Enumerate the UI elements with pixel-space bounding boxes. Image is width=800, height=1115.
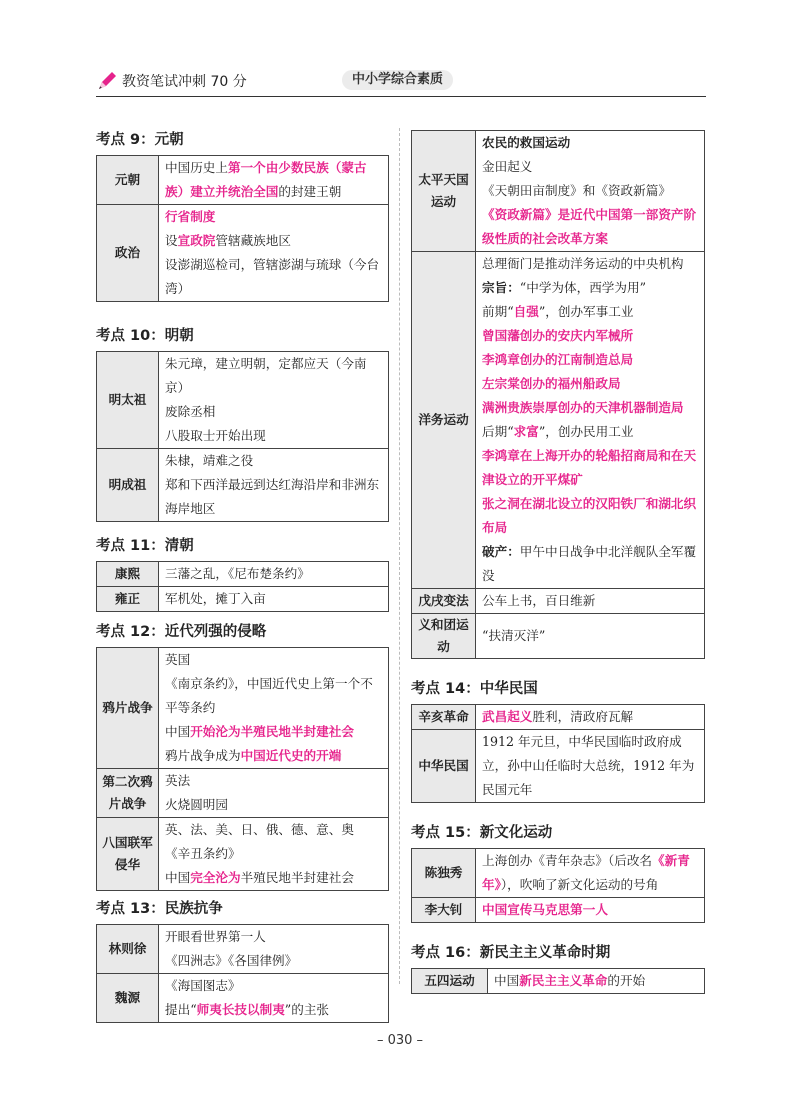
section-title: 考点 9：元朝 (96, 132, 184, 148)
row-content: 朱棣，靖难之役 郑和下西洋最远到达红海沿岸和非洲东海岸地区 (159, 449, 389, 522)
row-content: 中国宣传马克思第一人 (476, 898, 705, 923)
table-ming (96, 351, 389, 522)
row-label: 元朝 (97, 156, 159, 205)
table-yuan (96, 155, 389, 302)
page-number: – 030 – (376, 1033, 424, 1048)
table-row (412, 969, 705, 994)
header-title: 教资笔试冲刺 70 分 (122, 74, 247, 90)
row-content: 军机处，摊丁入亩 (159, 587, 389, 612)
table-row (412, 849, 705, 898)
table-new-culture (411, 848, 705, 923)
row-content: 武昌起义胜利，清政府瓦解 (476, 705, 705, 730)
section-title: 考点 13：民族抗争 (96, 901, 223, 917)
row-content: 英、法、美、日、俄、德、意、奥 《辛丑条约》 中国完全沦为半殖民地半封建社会 (159, 818, 389, 891)
row-content: 总理衙门是推动洋务运动的中央机构 宗旨：“中学为体，西学为用” 前期“自强”，创办军事工业 曾国藩创办的安庆内军械所 李鸿章创办的江南制造总局 左宗棠创办的福州船政局 满洲贵族崇厚创办的天津机器制造局 后期“求富”，创办民用工业 李鸿章在上海开办的轮船招商局和在天津设立的开平煤矿 张之洞在湖北设立的汉阳铁厂和湖北织布局 破产：甲午中日战争中北洋舰队全军覆没 (476, 252, 705, 589)
table-resistance (96, 924, 389, 1023)
column-divider (399, 128, 400, 984)
row-label: 中华民国 (412, 730, 476, 803)
row-label: 洋务运动 (412, 252, 476, 589)
table-row (412, 705, 705, 730)
section-title: 考点 10：明朝 (96, 328, 194, 344)
table-resistance-cont (411, 130, 705, 659)
table-roc (411, 704, 705, 803)
table-row (412, 730, 705, 803)
row-label: 政治 (97, 205, 159, 302)
row-label: 明太祖 (97, 352, 159, 449)
table-row (97, 205, 389, 302)
table-row (97, 818, 389, 891)
row-content: 《海国图志》 提出“师夷长技以制夷”的主张 (159, 974, 389, 1023)
row-label: 魏源 (97, 974, 159, 1023)
row-label: 康熙 (97, 562, 159, 587)
table-row (97, 352, 389, 449)
left-column (96, 130, 389, 1023)
table-row (97, 587, 389, 612)
header-rule (96, 96, 706, 97)
section-title: 考点 15：新文化运动 (411, 825, 553, 841)
right-column (411, 130, 705, 994)
section-title: 考点 11：清朝 (96, 538, 194, 554)
row-content: 三藩之乱，《尼布楚条约》 (159, 562, 389, 587)
table-invasion (96, 647, 389, 891)
header-badge: 中小学综合素质 (342, 70, 453, 90)
row-content: “扶清灭洋” (476, 614, 705, 659)
row-label: 义和团运动 (412, 614, 476, 659)
row-label: 辛亥革命 (412, 705, 476, 730)
table-row (97, 974, 389, 1023)
row-label: 林则徐 (97, 925, 159, 974)
row-content: 上海创办《青年杂志》（后改名《新青年》），吹响了新文化运动的号角 (476, 849, 705, 898)
section-title: 考点 16：新民主主义革命时期 (411, 945, 611, 961)
table-row (97, 769, 389, 818)
row-label: 李大钊 (412, 898, 476, 923)
row-content: 朱元璋，建立明朝，定都应天（今南京） 废除丞相 八股取士开始出现 (159, 352, 389, 449)
table-row (97, 156, 389, 205)
table-row (412, 131, 705, 252)
row-content: 中国新民主主义革命的开始 (488, 969, 705, 994)
row-label: 陈独秀 (412, 849, 476, 898)
pencil-icon (96, 70, 118, 92)
row-label: 明成祖 (97, 449, 159, 522)
row-label: 戊戌变法 (412, 589, 476, 614)
row-label: 五四运动 (412, 969, 488, 994)
row-content: 英国 《南京条约》，中国近代史上第一个不平等条约 中国开始沦为半殖民地半封建社会 鸦片战争成为中国近代史的开端 (159, 648, 389, 769)
row-content: 农民的救国运动 金田起义 《天朝田亩制度》和《资政新篇》 《资政新篇》是近代中国第一部资产阶级性质的社会改革方案 (476, 131, 705, 252)
table-row (97, 925, 389, 974)
section-title: 考点 14：中华民国 (411, 681, 538, 697)
table-row (412, 614, 705, 659)
table-row (97, 648, 389, 769)
table-row (412, 898, 705, 923)
row-content: 1912 年元旦，中华民国临时政府成立，孙中山任临时大总统，1912 年为民国元年 (476, 730, 705, 803)
row-content: 中国历史上第一个由少数民族（蒙古族）建立并统治全国的封建王朝 (159, 156, 389, 205)
table-row (97, 562, 389, 587)
row-content: 英法 火烧圆明园 (159, 769, 389, 818)
table-row (97, 449, 389, 522)
table-row (412, 252, 705, 589)
section-title: 考点 12：近代列强的侵略 (96, 624, 267, 640)
table-new-democratic (411, 968, 705, 994)
row-content: 开眼看世界第一人 《四洲志》《各国律例》 (159, 925, 389, 974)
row-label: 太平天国运动 (412, 131, 476, 252)
page-header (96, 68, 706, 94)
row-content: 行省制度 设宣政院管辖藏族地区 设澎湖巡检司，管辖澎湖与琉球（今台湾） (159, 205, 389, 302)
row-label: 雍正 (97, 587, 159, 612)
row-label: 鸦片战争 (97, 648, 159, 769)
table-row (412, 589, 705, 614)
row-label: 八国联军侵华 (97, 818, 159, 891)
table-qing (96, 561, 389, 612)
row-label: 第二次鸦片战争 (97, 769, 159, 818)
row-content: 公车上书，百日维新 (476, 589, 705, 614)
